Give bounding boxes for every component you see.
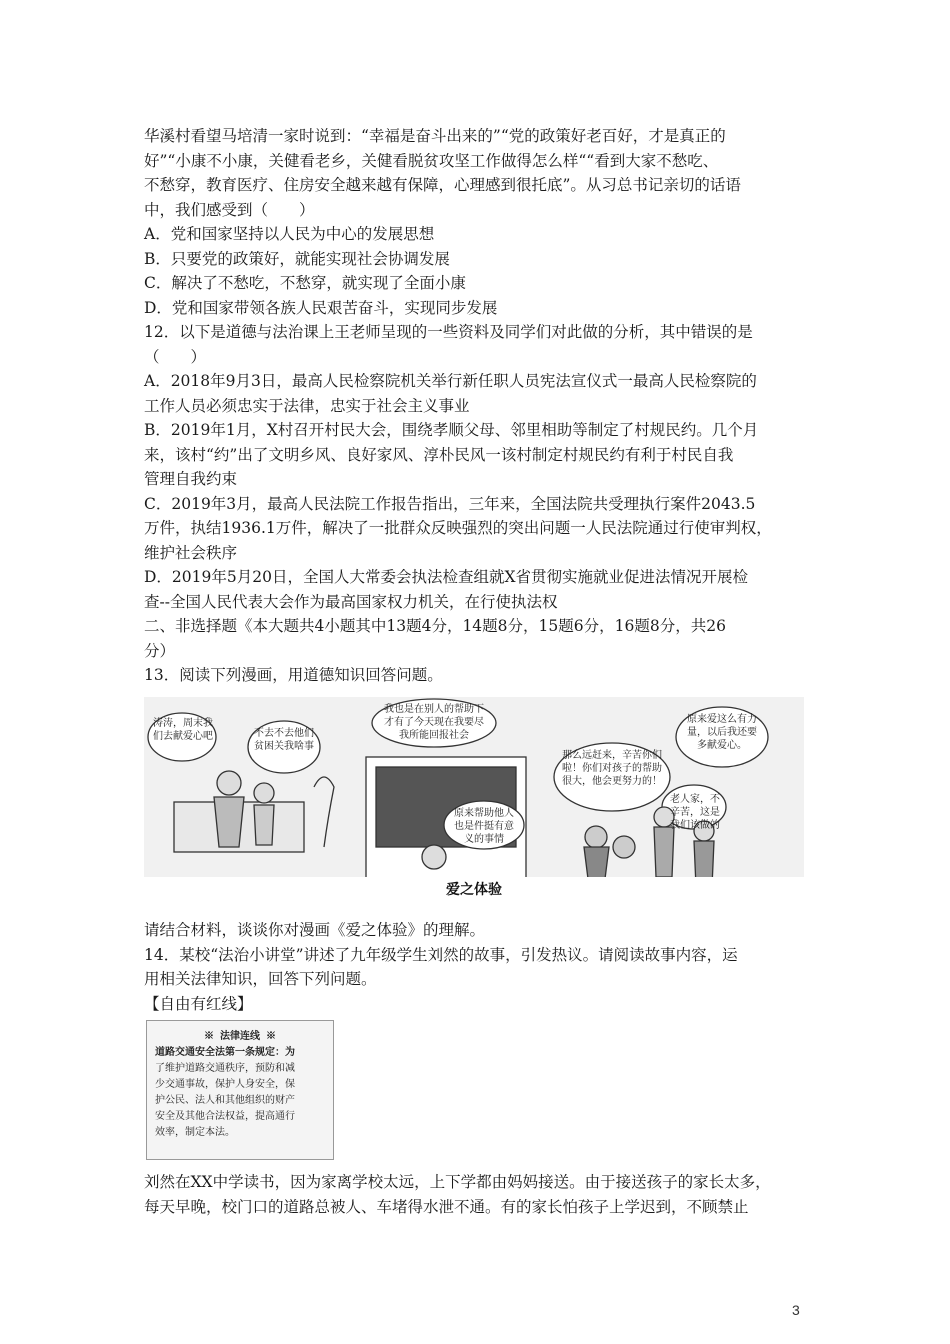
para-line: 不愁穿，教育医疗、住房安全越来越有保障，心理感到很托底”。从习总书记亲切的话语 — [144, 176, 741, 194]
para-line: 中，我们感受到（ ） — [144, 200, 315, 219]
law-excerpt-image — [146, 1020, 334, 1160]
law-line: 护公民、法人和其他组织的财产 — [155, 1095, 295, 1106]
law-line: 效率，制定本法。 — [155, 1127, 235, 1138]
option-d: D．党和国家带领各族人民艰苦奋斗，实现同步发展 — [144, 298, 498, 317]
option-line: B．2019年1月，X村召开村民大会，围绕孝顺父母、邻里相助等制定了村规民约。几个月 — [144, 421, 759, 439]
section-label: 【自由有红线】 — [144, 994, 253, 1013]
speech-bubble: 原来帮助他人也是件挺有意义的事情 — [454, 808, 514, 845]
law-line: 了维护道路交通秩序，预防和减 — [155, 1063, 295, 1074]
option-line: 工作人员必须忠实于法律，忠实于社会主义事业 — [144, 396, 470, 415]
option-a: A．党和国家坚持以人民为中心的发展思想 — [144, 225, 435, 243]
option-line: 维护社会秩序 — [144, 543, 238, 562]
section-heading: 分） — [144, 641, 176, 660]
option-line: 来，该村“约”出了文明乡风、良好家风、淳朴民风一该村制定村规民约有利于村民自我 — [144, 445, 734, 464]
speech-bubble: 那么远赶来，辛苦你们啦！你们对孩子的帮助很大，他会更努力的！ — [562, 750, 662, 787]
speech-bubble: 涛涛，周末我们去献爱心吧 — [153, 718, 213, 742]
option-line: 查--全国人民代表大会作为最高国家权力机关，在行使执法权 — [144, 592, 558, 611]
law-excerpt-text — [155, 1029, 325, 1151]
law-line: 道路交通安全法第一条规定：为 — [155, 1047, 295, 1058]
question-14-stem: 14．某校“法治小讲堂”讲述了九年级学生刘然的故事，引发热议。请阅读故事内容，运 — [144, 945, 738, 964]
question-13: 13．阅读下列漫画，用道德知识回答问题。 — [144, 666, 443, 684]
law-line: 少交通事故，保护人身安全，保 — [155, 1079, 295, 1090]
option-c: C．解决了不愁吃，不愁穿，就实现了全面小康 — [144, 274, 466, 292]
speech-bubble: 原来爱这么有力量，以后我还要多献爱心。 — [687, 714, 757, 751]
section-heading: 二、非选择题《本大题共4小题其中13题4分，14题8分，15题6分，16题8分，共26 — [144, 617, 726, 635]
comic-caption: 爱之体验 — [446, 882, 502, 898]
question-12-stem: 12．以下是道德与法治课上王老师呈现的一些资料及同学们对此做的分析，其中错误的是 — [144, 323, 753, 341]
option-b: B．只要党的政策好，就能实现社会协调发展 — [144, 249, 450, 268]
para-line: 好”“小康不小康，关健看老乡，关健看脱贫攻坚工作做得怎么样““看到大家不愁吃、 — [144, 151, 719, 170]
option-line: D．2019年5月20日，全国人大常委会执法检查组就X省贯彻实施就业促进法情况开展检 — [144, 568, 748, 586]
law-line: 安全及其他合法权益，提高通行 — [155, 1111, 295, 1122]
law-box-title: ※ 法律连线 ※ — [203, 1031, 277, 1042]
story-line: 每天早晚，校门口的道路总被人、车堵得水泄不通。有的家长怕孩子上学迟到，不顾禁止 — [144, 1197, 749, 1216]
text-block-top — [144, 124, 812, 688]
option-line: 管理自我约束 — [144, 470, 238, 488]
comic-figure — [144, 697, 804, 905]
para-line: 华溪村看望马培清一家时说到：“幸福是奋斗出来的”“党的政策好老百好，才是真正的 — [144, 127, 726, 145]
option-line: A．2018年9月3日，最高人民检察院机关举行新任职人员宪法宣仪式一最高人民检察院的 — [144, 372, 757, 390]
speech-bubble: 不去不去他们贫困关我啥事 — [254, 728, 314, 752]
page-number: 3 — [792, 1302, 800, 1318]
speech-bubble: 老人家，不辛苦，这是我们该做的 — [670, 794, 720, 831]
question-12-stem: （ ） — [144, 347, 207, 366]
question-13-prompt: 请结合材料，谈谈你对漫画《爱之体验》的理解。 — [144, 921, 486, 939]
text-block-bottom — [144, 1170, 812, 1219]
option-line: C．2019年3月，最高人民法院工作报告指出，三年来，全国法院共受理执行案件2043.5 — [144, 494, 756, 513]
option-line: 万件，执结1936.1万件，解决了一批群众反映强烈的突出问题一人民法院通过行使审判权， — [144, 519, 772, 537]
question-14-stem: 用相关法律知识，回答下列问题。 — [144, 970, 377, 988]
text-block-middle — [144, 918, 812, 1016]
story-line: 刘然在XX中学读书，因为家离学校太远，上下学都由妈妈接送。由于接送孩子的家长太多， — [144, 1173, 771, 1191]
speech-bubble: 我也是在别人的帮助下才有了今天现在我要尽我所能回报社会 — [384, 704, 484, 741]
